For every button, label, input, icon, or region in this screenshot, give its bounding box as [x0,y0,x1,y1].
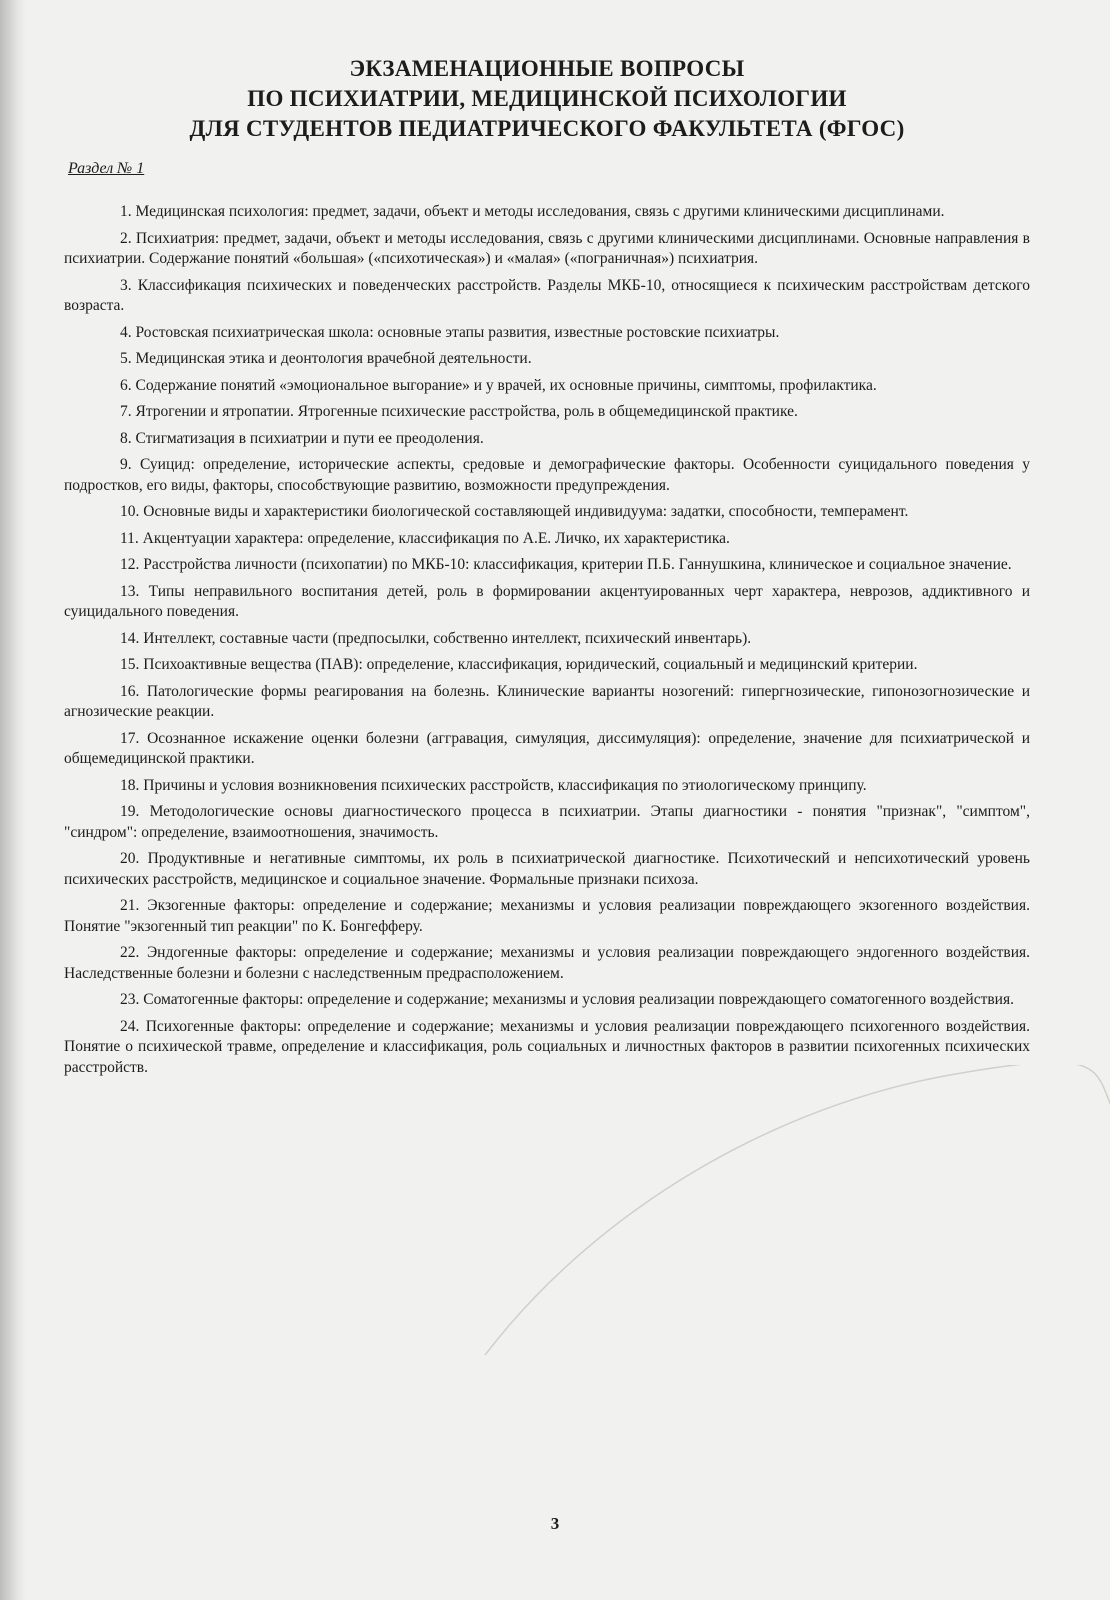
title-line: ПО ПСИХИАТРИИ, МЕДИЦИНСКОЙ ПСИХОЛОГИИ [247,86,847,111]
question-item: 12. Расстройства личности (психопатии) по МКБ-10: классификация, критерии П.Б. Ганнушкина, клиническое и социальное значение. [120,556,1012,573]
question-item: 2. Психиатрия: предмет, задачи, объект и методы исследования, связь с другими клиническими дисциплинами. Основные направления в психиатрии. Содержание понятий «большая» («психотическая») и «малая» («пограничная») психиатрия. [64,229,1030,267]
question-item: 16. Патологические формы реагирования на болезнь. Клинические варианты нозогений: гипергнозические, гипонозогнозические и агнозические реакции. [64,682,1030,720]
question-item: 7. Ятрогении и ятропатии. Ятрогенные психические расстройства, роль в общемедицинской практике. [120,403,798,420]
pen-stroke-mark [480,1065,1110,1365]
page-number: 3 [550,1514,560,1533]
question-item: 21. Экзогенные факторы: определение и содержание; механизмы и условия реализации повреждающего экзогенного воздействия. Понятие "экзогенный тип реакции" по К. Бонгефферу. [64,897,1030,935]
question-item: 24. Психогенные факторы: определение и содержание; механизмы и условия реализации повреждающего психогенного воздействия. Понятие о психической травме, определение и классификация, роль социальных и личностных факторов в развитии психогенных психических расстройств. [64,1017,1030,1076]
question-item: 18. Причины и условия возникновения психических расстройств, классификация по этиологическому принципу. [120,776,867,794]
question-item: 17. Осознанное искажение оценки болезни (аггравация, симуляция, диссимуляция): определение, значение для психиатрической и общемедицинской практики. [64,729,1030,767]
question-item: 11. Акцентуации характера: определение, классификация по А.Е. Личко, их характеристика. [120,529,730,547]
question-item: 1. Медицинская психология: предмет, задачи, объект и методы исследования, связь с другими клиническими дисциплинами. [120,203,945,220]
question-item: 15. Психоактивные вещества (ПАВ): определение, классификация, юридический, социальный и медицинский критерии. [120,656,918,673]
document-page [64,54,1030,1084]
question-item: 8. Стигматизация в психиатрии и пути ее преодоления. [120,429,484,447]
title-line: ЭКЗАМЕНАЦИОННЫЕ ВОПРОСЫ [349,56,745,81]
page-binding-shadow [0,0,26,1600]
question-item: 22. Эндогенные факторы: определение и содержание; механизмы и условия реализации повреждающего эндогенного воздействия. Наследственные болезни и болезни с наследственным предрасположением. [64,944,1030,982]
question-item: 4. Ростовская психиатрическая школа: основные этапы развития, известные ростовские психиатры. [120,323,780,341]
question-item: 14. Интеллект, составные части (предпосылки, собственно интеллект, психический инвентарь). [120,629,752,647]
question-item: 3. Классификация психических и поведенческих расстройств. Разделы МКБ-10, относящиеся к психическим расстройствам детского возраста. [64,276,1030,314]
question-item: 20. Продуктивные и негативные симптомы, их роль в психиатрической диагностике. Психотический и непсихотический уровень психических расстройств, медицинское и социальное значение. Формальные признаки психоза. [64,850,1030,888]
question-list [64,202,1030,1078]
question-item: 19. Методологические основы диагностического процесса в психиатрии. Этапы диагностики - понятия "признак", "симптом", "синдром": определение, взаимоотношения, значимость. [64,803,1030,841]
question-item: 6. Содержание понятий «эмоциональное выгорание» и у врачей, их основные причины, симптомы, профилактика. [120,376,877,394]
section-label: Раздел № 1 [68,160,145,177]
question-item: 13. Типы неправильного воспитания детей, роль в формировании акцентуированных черт характера, неврозов, аддиктивного и суицидального поведения. [64,582,1030,620]
title-line: ДЛЯ СТУДЕНТОВ ПЕДИАТРИЧЕСКОГО ФАКУЛЬТЕТА (ФГОС) [189,116,905,141]
question-item: 23. Соматогенные факторы: определение и содержание; механизмы и условия реализации повреждающего соматогенного воздействия. [120,991,1014,1008]
question-item: 9. Суицид: определение, исторические аспекты, средовые и демографические факторы. Особенности суицидального поведения у подростков, его виды, факторы, способствующие развитию, возможности предупреждения. [64,456,1030,494]
document-title [64,54,1030,144]
question-item: 10. Основные виды и характеристики биологической составляющей индивидуума: задатки, способности, темперамент. [120,503,909,520]
question-item: 5. Медицинская этика и деонтология врачебной деятельности. [120,350,532,367]
